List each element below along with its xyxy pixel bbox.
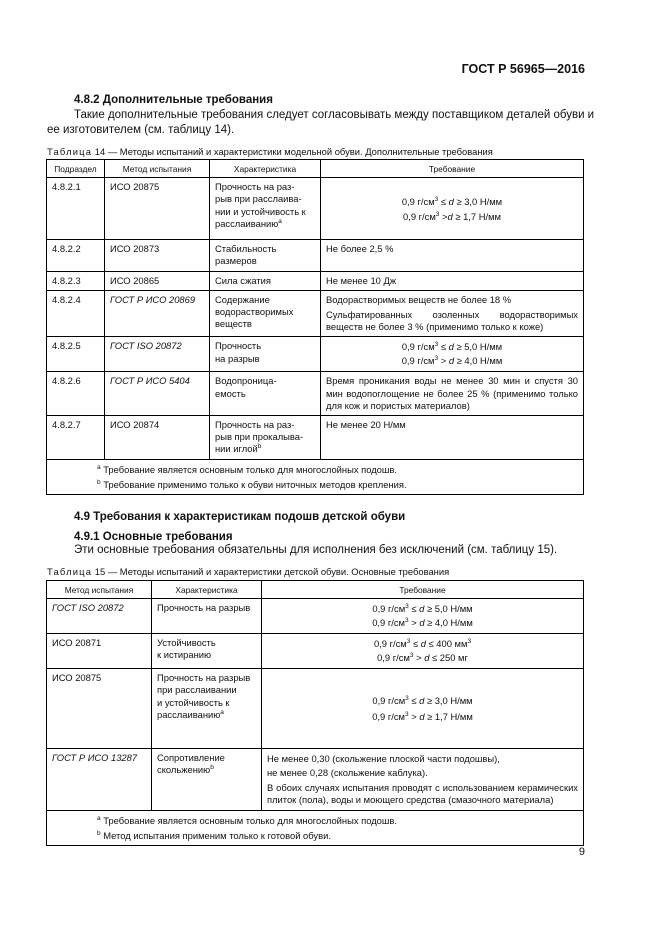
table-row <box>47 669 584 749</box>
table-14-caption: Таблица 14 — Методы испытаний и характеристики модельной обуви. Дополнительные требования <box>47 146 493 157</box>
column-header: Подраздел <box>47 160 105 178</box>
requirement-cell: Не менее 10 Дж <box>321 271 584 290</box>
section-4-9-1-text: Эти основные требования обязательны для исполнения без исключений (см. таблицу 15). <box>74 544 558 556</box>
method-cell: ИСО 20871 <box>47 634 152 669</box>
table-row <box>47 271 584 290</box>
column-header: Характеристика <box>210 160 321 178</box>
subsection-cell: 4.8.2.1 <box>47 178 105 240</box>
table-notes <box>47 810 584 845</box>
requirement-cell: Водорастворимых веществ не более 18 % Сульфатированных озоленных водорастворимых веществ не более 3 % (применимо только к коже) <box>321 290 584 337</box>
characteristic-cell: Прочность на разрыв при расслаивании и устойчивость к расслаиванию$^a$ <box>152 669 262 749</box>
section-4-8-2-text-line1: Такие дополнительные требования следует согласовывать между поставщиком деталей обуви и <box>74 109 595 121</box>
characteristic-cell: Устойчивость к истиранию <box>152 634 262 669</box>
characteristic-cell: Стабильность размеров <box>210 240 321 271</box>
characteristic-cell: Прочность на разрыв <box>210 337 321 372</box>
requirement-cell: 0,9 $г/см^3 \le d \ge 5,0$ Н/мм 0,9 $г/см^3 > d \ge 4,0$ Н/мм <box>321 337 584 372</box>
requirement-cell: 0,9 $г/см^3 \le d \ge 3,0$ Н/мм 0,9 $г/см^3 >d \ge 1,7$ Н/мм <box>321 178 584 240</box>
table-14 <box>46 159 584 495</box>
requirement-cell: Время проникания воды не менее 30 мин и спустя 30 мин водопоглощение не более 25 % (применимо только для кож и пористых материалов) <box>321 372 584 416</box>
column-header: Метод испытания <box>105 160 210 178</box>
method-cell: ИСО 20865 <box>105 271 210 290</box>
subsection-cell: 4.8.2.6 <box>47 372 105 416</box>
subsection-cell: 4.8.2.3 <box>47 271 105 290</box>
requirement-cell: Не менее 0,30 (скольжение плоской части подошвы), не менее 0,28 (скольжение каблука). В обоих случаях испытания проводят с использованием керамических плиток (пола), воды и моющего средства (смазочного материала) <box>262 749 584 810</box>
characteristic-cell: Водопроница- емость <box>210 372 321 416</box>
method-cell: ГОСТ Р ИСО 5404 <box>105 372 210 416</box>
table-row <box>47 372 584 416</box>
column-header: Метод испытания <box>47 581 152 599</box>
method-cell: ГОСТ ISO 20872 <box>105 337 210 372</box>
requirement-cell: 0,9 $г/см^3 \le d \ge 3,0$ Н/мм 0,9 $г/см^3 > d \ge 1,7$ Н/мм <box>262 669 584 749</box>
section-4-8-2-text-line2: ее изготовителем (см. таблицу 14). <box>47 124 235 136</box>
column-header: Требование <box>321 160 584 178</box>
table-row <box>47 178 584 240</box>
standard-number: ГОСТ Р 56965—2016 <box>461 62 585 76</box>
table-row <box>47 749 584 810</box>
method-cell: ИСО 20874 <box>105 416 210 460</box>
characteristic-cell: Прочность на раз- рыв при расслаива- нии и устойчивость к расслаиванию$^a$ <box>210 178 321 240</box>
subsection-cell: 4.8.2.7 <box>47 416 105 460</box>
table-note: $^a$ Требование является основным только для многослойных подошв. <box>97 463 398 475</box>
table-notes-row <box>47 810 584 845</box>
method-cell: ГОСТ ISO 20872 <box>47 599 152 634</box>
table-row <box>47 416 584 460</box>
method-cell: ИСО 20875 <box>105 178 210 240</box>
column-header: Характеристика <box>152 581 262 599</box>
section-4-9-1-title: 4.9.1 Основные требования <box>74 531 233 543</box>
characteristic-cell: Сопротивление скольжению$^b$ <box>152 749 262 810</box>
table-row <box>47 290 584 337</box>
table-header-row <box>47 160 584 178</box>
subsection-cell: 4.8.2.5 <box>47 337 105 372</box>
subsection-cell: 4.8.2.2 <box>47 240 105 271</box>
table-notes <box>47 459 584 494</box>
requirement-cell: Не менее 20 Н/мм <box>321 416 584 460</box>
table-note: $^b$ Метод испытания применим только к готовой обуви. <box>97 829 331 841</box>
method-cell: ИСО 20875 <box>47 669 152 749</box>
requirement-cell: Не более 2,5 % <box>321 240 584 271</box>
characteristic-cell: Содержание водорастворимых веществ <box>210 290 321 337</box>
table-15-caption: Таблица 15 — Методы испытаний и характеристики детской обуви. Основные требования <box>47 566 450 577</box>
table-note: $^a$ Требование является основным только для многослойных подошв. <box>97 814 398 826</box>
table-header-row <box>47 581 584 599</box>
column-header: Требование <box>262 581 584 599</box>
section-4-9-title: 4.9 Требования к характеристикам подошв детской обуви <box>74 511 406 523</box>
page-number: 9 <box>578 846 585 858</box>
requirement-cell: 0,9 $г/см^3 \le d \ge 5,0$ Н/мм 0,9 $г/см^3 > d \ge 4,0$ Н/мм <box>262 599 584 634</box>
method-cell: ИСО 20873 <box>105 240 210 271</box>
section-4-8-2-title: 4.8.2 Дополнительные требования <box>74 94 273 106</box>
table-row <box>47 634 584 669</box>
table-row <box>47 337 584 372</box>
characteristic-cell: Сила сжатия <box>210 271 321 290</box>
characteristic-cell: Прочность на раз- рыв при прокалыва- нии иглой$^b$ <box>210 416 321 460</box>
table-row <box>47 240 584 271</box>
method-cell: ГОСТ Р ИСО 13287 <box>47 749 152 810</box>
table-notes-row <box>47 459 584 494</box>
characteristic-cell: Прочность на разрыв <box>152 599 262 634</box>
subsection-cell: 4.8.2.4 <box>47 290 105 337</box>
table-row <box>47 599 584 634</box>
method-cell: ГОСТ Р ИСО 20869 <box>105 290 210 337</box>
table-15 <box>46 580 584 846</box>
table-note: $^b$ Требование применимо только к обуви ниточных методов крепления. <box>97 478 407 490</box>
requirement-cell: 0,9 $г/см^3 \le d \le 400$ $мм^3$ 0,9 $г/см^3 > d \le 250$ мг <box>262 634 584 669</box>
